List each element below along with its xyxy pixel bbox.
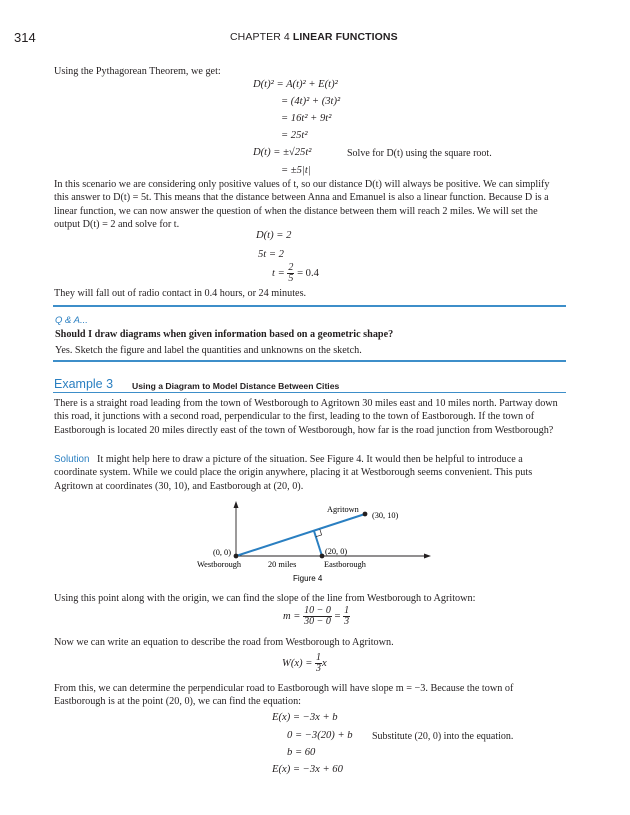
intro-text: Using the Pythagorean Theorem, we get: xyxy=(54,66,221,77)
figure-caption: Figure 4 xyxy=(293,574,323,583)
wx-rhs: x xyxy=(322,657,327,669)
agritown-point xyxy=(363,512,368,517)
pythag-line-3: = 16t² + 9t² xyxy=(281,113,332,124)
example-label: Example 3 xyxy=(54,377,114,391)
qa-question: Should I draw diagrams when given information based on a geometric shape? xyxy=(55,329,394,340)
paragraph-1: In this scenario we are considering only positive values of t, so our distance D(t) will always be positive. We can simplify this answer to D(t) = 5t. This means that the distance between Anna and Emanuel is also a linear function. Because D is a linear function, we can now answer the question of when the distance between them will reach 2 miles. We will set the output D(t) = 2 and solve for t. xyxy=(54,179,550,231)
solution-paragraph xyxy=(54,453,564,493)
y-axis-arrow xyxy=(234,501,239,508)
wx-equation xyxy=(282,653,327,674)
wx-fraction xyxy=(315,653,322,674)
wx-denominator: 3 xyxy=(316,663,322,674)
pythag-note: Solve for D(t) using the square root. xyxy=(347,148,492,159)
slope-denominator-2: 3 xyxy=(344,616,350,627)
pythag-line-1: D(t)² = A(t)² + E(t)² xyxy=(253,79,338,90)
qa-answer: Yes. Sketch the figure and label the quantities and unknowns on the sketch. xyxy=(55,345,362,356)
eastborough-coord-label: (20, 0) xyxy=(325,547,348,556)
pythag-line-2: = (4t)² + (3t)² xyxy=(281,96,341,107)
distance-label: 20 miles xyxy=(268,560,297,569)
chapter-label: CHAPTER 4 xyxy=(230,31,290,43)
solve-line-1: D(t) = 2 xyxy=(256,230,292,241)
ex-line-1: E(x) = −3x + b xyxy=(272,712,338,723)
slope-lhs: m = xyxy=(283,610,301,622)
x-axis-arrow xyxy=(424,554,431,559)
solve-t-rhs: = 0.4 xyxy=(297,267,319,279)
paragraph-2: They will fall out of radio contact in 0.4 hours, or 24 minutes. xyxy=(54,288,307,299)
solve-denominator: 5 xyxy=(288,273,294,284)
solve-line-3 xyxy=(272,263,319,284)
paragraph-5: From this, we can determine the perpendicular road to Eastborough will have slope m = −3. Because the town of Eastborough is at the point (20, 0), we can find the equation: xyxy=(54,683,514,708)
chapter-header xyxy=(230,31,398,43)
chapter-title: LINEAR FUNCTIONS xyxy=(292,31,398,43)
example-rule xyxy=(53,392,566,393)
ex-line-4: E(x) = −3x + 60 xyxy=(272,764,343,775)
ex-line-3: b = 60 xyxy=(287,747,316,758)
solve-fraction xyxy=(287,263,294,284)
solve-line-2: 5t = 2 xyxy=(258,249,284,260)
figure-4-diagram xyxy=(180,498,440,588)
solve-t-lhs: t = xyxy=(272,267,285,279)
origin-coord-label: (0, 0) xyxy=(213,548,231,557)
wx-lhs: W(x) = xyxy=(282,657,313,669)
ex-line-2: 0 = −3(20) + b xyxy=(287,730,353,741)
paragraph-3: Using this point along with the origin, we can find the slope of the line from Westborough to Agritown: xyxy=(54,593,476,604)
pythag-line-4: = 25t² xyxy=(281,130,308,141)
qa-label: Q & A... xyxy=(55,315,88,326)
example-problem: There is a straight road leading from the town of Westborough to Agritown 30 miles east and 10 miles north. Partway down this road, it junctions with a second road, perpendicular to the first, leading to the town of Eastborough. If the town of Eastborough is located 20 miles directly east of the town of Westborough, how far is the road junction from Westborough? xyxy=(54,398,558,436)
page-number: 314 xyxy=(14,30,36,45)
solution-text: It might help here to draw a picture of the situation. See Figure 4. It would then be helpful to introduce a coordinate system. While we could place the origin anywhere, placing it at Westborough seems convenient. This puts Agritown at coordinates (30, 10), and Eastborough at (20, 0). xyxy=(54,454,533,492)
slope-fraction-2 xyxy=(343,606,350,627)
road-perpendicular-eastborough xyxy=(314,531,322,556)
example-title: Using a Diagram to Model Distance Between Cities xyxy=(132,381,340,391)
slope-equation xyxy=(283,606,350,627)
qa-bottom-rule xyxy=(53,360,566,362)
westborough-point xyxy=(234,554,239,559)
slope-numerator-2: 1 xyxy=(344,605,350,616)
westborough-label: Westborough xyxy=(197,560,242,569)
wx-numerator: 1 xyxy=(316,652,322,663)
eastborough-label: Eastborough xyxy=(324,560,366,569)
slope-equals: = xyxy=(334,610,341,622)
pythag-line-6: = ±5|t| xyxy=(281,165,311,176)
agritown-label: Agritown xyxy=(327,505,359,514)
ex-note: Substitute (20, 0) into the equation. xyxy=(372,731,514,742)
agritown-coord-label: (30, 10) xyxy=(372,511,399,520)
slope-numerator-1: 10 − 0 xyxy=(304,605,331,616)
paragraph-4: Now we can write an equation to describe the road from Westborough to Agritown. xyxy=(54,637,394,648)
slope-fraction-1 xyxy=(303,606,332,627)
pythag-line-5: D(t) = ±√25t² xyxy=(253,147,312,158)
solution-label: Solution xyxy=(54,454,90,465)
qa-top-rule xyxy=(53,305,566,307)
slope-denominator-1: 30 − 0 xyxy=(304,616,331,627)
eastborough-point xyxy=(320,554,325,559)
solve-numerator: 2 xyxy=(288,262,294,273)
